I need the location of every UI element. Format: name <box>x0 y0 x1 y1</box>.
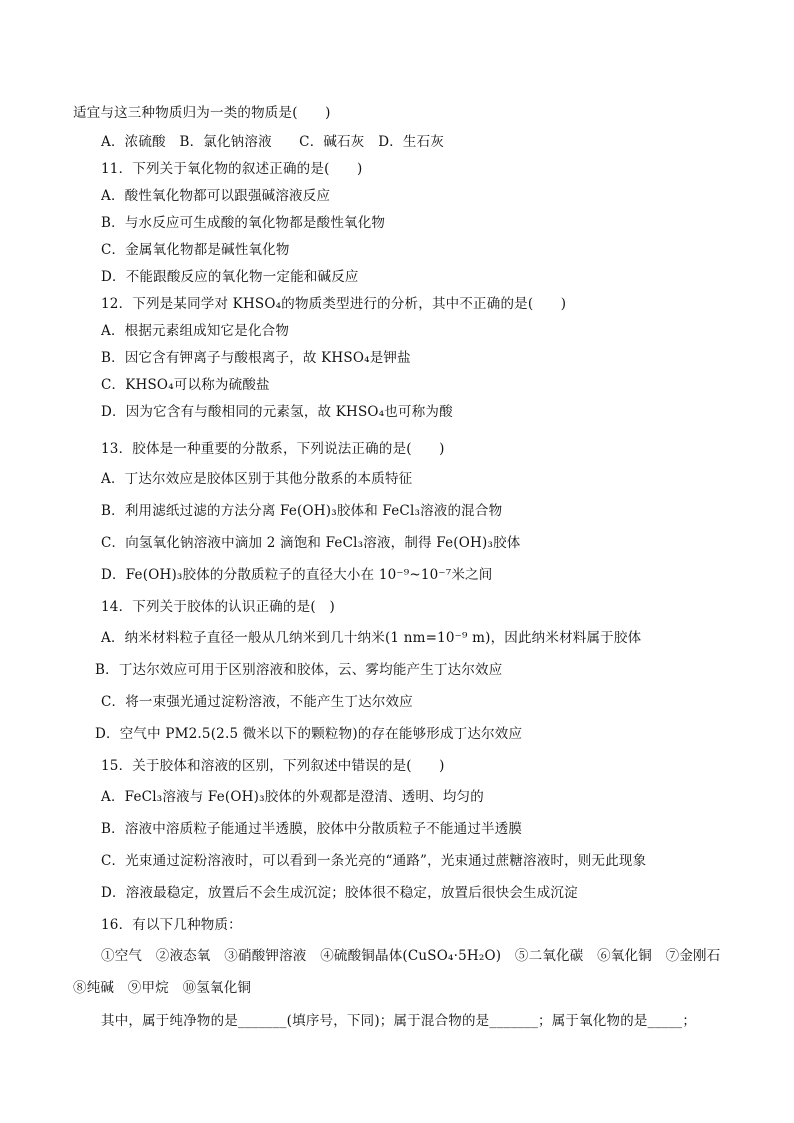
q15-option-a: A．FeCl₃溶液与 Fe(OH)₃胶体的外观都是澄清、透明、均匀的 <box>101 789 484 805</box>
q10-stem-continued: 适宜与这三种物质归为一类的物质是( ) <box>73 105 331 121</box>
q12-stem: 12．下列是某同学对 KHSO₄的物质类型进行的分析，其中不正确的是( ) <box>101 296 567 312</box>
q14-option-a: A．纳米材料粒子直径一般从几纳米到几十纳米(1 nm=10⁻⁹ m)，因此纳米材料属于胶体 <box>101 630 642 646</box>
q10-options: A．浓硫酸 B．氯化钠溶液 C．碱石灰 D．生石灰 <box>101 134 445 150</box>
q13-option-c: C．向氢氧化钠溶液中滴加 2 滴饱和 FeCl₃溶液，制得 Fe(OH)₃胶体 <box>101 535 521 551</box>
q14-option-c: C．将一束强光通过淀粉溶液，不能产生丁达尔效应 <box>101 694 413 710</box>
q13-option-d: D．Fe(OH)₃胶体的分散质粒子的直径大小在 10⁻⁹~10⁻⁷米之间 <box>101 567 493 583</box>
q13-stem: 13．胶体是一种重要的分散系，下列说法正确的是( ) <box>101 441 445 457</box>
q11-option-c: C．金属氧化物都是碱性氧化物 <box>101 242 290 258</box>
q13-option-a: A．丁达尔效应是胶体区别于其他分散系的本质特征 <box>101 471 413 487</box>
q15-option-c: C．光束通过淀粉溶液时，可以看到一条光亮的“通路”，光束通过蔗糖溶液时，则无此现象 <box>101 853 647 869</box>
q16-fill-blanks: 其中，属于纯净物的是_______(填序号，下同)；属于混合物的是_______；属于氧化物的是_____； <box>101 1013 697 1029</box>
q14-stem: 14．下列关于胶体的认识正确的是( ) <box>101 599 336 615</box>
q14-option-d: D．空气中 PM2.5(2.5 微米以下的颗粒物)的存在能够形成丁达尔效应 <box>95 726 523 742</box>
q15-option-d: D．溶液最稳定，放置后不会生成沉淀；胶体很不稳定，放置后很快会生成沉淀 <box>101 885 578 901</box>
q12-option-c: C．KHSO₄可以称为硫酸盐 <box>101 377 270 393</box>
q16-stem: 16．有以下几种物质： <box>101 917 242 933</box>
q15-stem: 15．关于胶体和溶液的区别，下列叙述中错误的是( ) <box>101 758 445 774</box>
q14-option-b: B．丁达尔效应可用于区别溶液和胶体，云、雾均能产生丁达尔效应 <box>95 662 503 678</box>
q13-option-b: B．利用滤纸过滤的方法分离 Fe(OH)₃胶体和 FeCl₃溶液的混合物 <box>101 503 503 519</box>
q11-stem: 11．下列关于氧化物的叙述正确的是( ) <box>101 161 363 177</box>
q15-option-b: B．溶液中溶质粒子能通过半透膜，胶体中分散质粒子不能通过半透膜 <box>101 821 523 837</box>
q11-option-d: D．不能跟酸反应的氧化物一定能和碱反应 <box>101 269 359 285</box>
q11-option-a: A．酸性氧化物都可以跟强碱溶液反应 <box>101 188 331 204</box>
q12-option-d: D．因为它含有与酸相同的元素氢，故 KHSO₄也可称为酸 <box>101 404 453 420</box>
q12-option-a: A．根据元素组成知它是化合物 <box>101 323 290 339</box>
q11-option-b: B．与水反应可生成酸的氧化物都是酸性氧化物 <box>101 215 386 231</box>
q16-substances-line1: ①空气 ②液态氧 ③硝酸钾溶液 ④硫酸铜晶体(CuSO₄·5H₂O) ⑤二氧化碳 ⑥氧化铜 ⑦金刚石 <box>101 948 721 964</box>
q16-substances-line2: ⑧纯碱 ⑨甲烷 ⑩氢氧化铜 <box>73 980 252 996</box>
q12-option-b: B．因它含有钾离子与酸根离子，故 KHSO₄是钾盐 <box>101 350 411 366</box>
